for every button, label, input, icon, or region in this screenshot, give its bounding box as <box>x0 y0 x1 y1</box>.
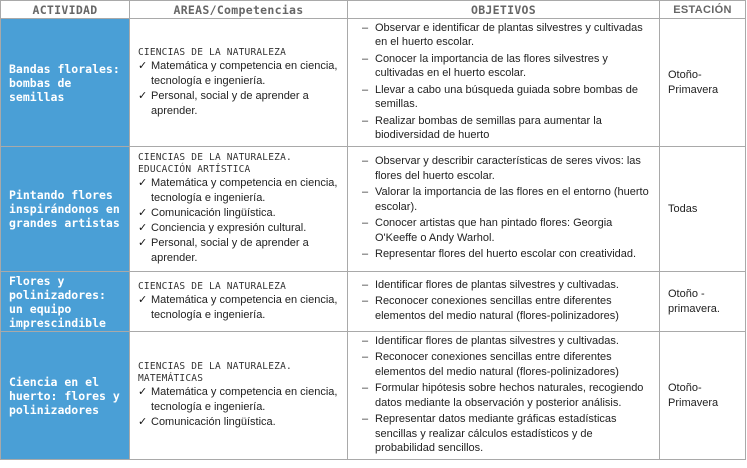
objective-text: Representar flores del huerto escolar con creatividad. <box>375 248 637 261</box>
dash-bullet-icon: – <box>362 21 369 34</box>
objective-item <box>362 83 653 112</box>
competence-text: Personal, social y de aprender a aprender. <box>151 237 309 264</box>
competence-text: Matemática y competencia en ciencia, tecnología e ingeniería. <box>151 386 338 413</box>
objective-text: Formular hipótesis sobre hechos naturales, recogiendo datos mediante la observación y posterior análisis. <box>375 382 644 409</box>
competence-text: Comunicación lingüística. <box>151 416 276 428</box>
competence-item <box>138 206 339 221</box>
area-heading: CIENCIAS DE LA NATURALEZA. <box>138 361 292 372</box>
dash-bullet-icon: – <box>362 217 369 230</box>
objective-item <box>362 52 653 81</box>
competence-text: Comunicación lingüística. <box>151 207 276 219</box>
objectives-cell <box>348 332 660 460</box>
dash-bullet-icon: – <box>362 351 369 363</box>
activity-name: Flores y polinizadores: un equipo imprescindible <box>1 272 130 332</box>
checkmark-icon: ✓ <box>138 386 148 398</box>
competence-item <box>138 89 339 119</box>
competence-item <box>138 59 339 89</box>
activity-name: Pintando flores inspirándonos en grandes artistas <box>1 147 130 272</box>
checkmark-icon: ✓ <box>138 237 148 249</box>
checkmark-icon: ✓ <box>138 89 148 102</box>
objective-text: Identificar flores de plantas silvestres y cultivadas. <box>375 278 619 291</box>
objective-text: Observar y describir características de seres vivos: las flores del huerto escolar. <box>375 155 641 182</box>
header-objetivos: OBJETIVOS <box>348 1 660 19</box>
competence-text: Matemática y competencia en ciencia, tecnología e ingeniería. <box>151 59 338 87</box>
competence-text: Matemática y competencia en ciencia, tecnología e ingeniería. <box>151 293 338 321</box>
table-row <box>1 147 746 272</box>
areas-cell <box>130 332 348 460</box>
objective-text: Conocer la importancia de las flores silvestres y cultivadas en el huerto escolar. <box>375 52 608 79</box>
checkmark-icon: ✓ <box>138 177 148 189</box>
objective-item <box>362 247 653 262</box>
header-actividad: ACTIVIDAD <box>1 1 130 19</box>
area-heading: CIENCIAS DE LA NATURALEZA <box>138 280 286 292</box>
checkmark-icon: ✓ <box>138 222 148 234</box>
objectives-cell <box>348 272 660 332</box>
objective-item <box>362 154 653 183</box>
objective-item <box>362 412 653 456</box>
table-row <box>1 272 746 332</box>
area-heading: EDUCACIÓN ARTÍSTICA <box>138 164 251 175</box>
dash-bullet-icon: – <box>362 248 369 261</box>
season-cell: Todas <box>660 147 746 272</box>
competence-item <box>138 293 339 323</box>
dash-bullet-icon: – <box>362 295 369 308</box>
objective-item <box>362 21 653 50</box>
objective-text: Valorar la importancia de las flores en el entorno (huerto escolar). <box>375 186 649 213</box>
competence-item <box>138 415 339 430</box>
checkmark-icon: ✓ <box>138 59 148 72</box>
areas-cell <box>130 272 348 332</box>
competence-text: Matemática y competencia en ciencia, tecnología e ingeniería. <box>151 177 338 204</box>
header-row <box>1 1 746 19</box>
dash-bullet-icon: – <box>362 382 369 394</box>
objective-text: Reconocer conexiones sencillas entre diferentes elementos del medio natural (flores-polinizadores) <box>375 351 619 378</box>
competence-text: Conciencia y expresión cultural. <box>151 222 307 234</box>
objective-text: Representar datos mediante gráficas estadísticas sencillas y realizar cálculos estadísticos y de probabilidad sencillos. <box>375 413 617 454</box>
dash-bullet-icon: – <box>362 186 369 199</box>
competence-item <box>138 176 339 206</box>
area-heading: CIENCIAS DE LA NATURALEZA. <box>138 152 292 163</box>
area-heading: CIENCIAS DE LA NATURALEZA <box>138 46 286 58</box>
dash-bullet-icon: – <box>362 334 369 347</box>
checkmark-icon: ✓ <box>138 207 148 219</box>
objective-item <box>362 381 653 410</box>
areas-cell <box>130 147 348 272</box>
season-cell: Otoño-Primavera <box>660 19 746 147</box>
areas-cell <box>130 19 348 147</box>
objective-text: Identificar flores de plantas silvestres y cultivadas. <box>375 334 619 347</box>
checkmark-icon: ✓ <box>138 293 148 306</box>
dash-bullet-icon: – <box>362 52 369 65</box>
activity-name: Bandas florales: bombas de semillas <box>1 19 130 147</box>
checkmark-icon: ✓ <box>138 416 148 428</box>
table-row <box>1 19 746 147</box>
objective-text: Llevar a cabo una búsqueda guiada sobre bombas de semillas. <box>375 83 638 110</box>
dash-bullet-icon: – <box>362 413 369 425</box>
objective-item <box>362 114 653 143</box>
objective-text: Realizar bombas de semillas para aumentar la biodiversidad de huerto <box>375 114 602 141</box>
objective-text: Observar e identificar de plantas silvestres y cultivadas en el huerto escolar. <box>375 21 643 48</box>
header-areas: AREAS/Competencias <box>130 1 348 19</box>
dash-bullet-icon: – <box>362 278 369 291</box>
competence-text: Personal, social y de aprender a aprender. <box>151 89 309 117</box>
objective-text: Reconocer conexiones sencillas entre diferentes elementos del medio natural (flores-polinizadores) <box>375 295 619 322</box>
objective-item <box>362 350 653 379</box>
objectives-cell <box>348 19 660 147</box>
header-estacion: ESTACIÓN <box>660 1 746 19</box>
competence-item <box>138 221 339 236</box>
objective-item <box>362 294 653 323</box>
objective-item <box>362 216 653 245</box>
season-cell: Otoño - primavera. <box>660 272 746 332</box>
objective-item <box>362 278 653 293</box>
objective-item <box>362 334 653 349</box>
dash-bullet-icon: – <box>362 114 369 127</box>
season-cell: Otoño-Primavera <box>660 332 746 460</box>
area-heading: MATEMÁTICAS <box>138 373 204 384</box>
dash-bullet-icon: – <box>362 155 369 168</box>
objectives-cell <box>348 147 660 272</box>
objective-item <box>362 185 653 214</box>
dash-bullet-icon: – <box>362 83 369 96</box>
table-row <box>1 332 746 460</box>
competence-item <box>138 385 339 415</box>
activity-name: Ciencia en el huerto: flores y polinizadores <box>1 332 130 460</box>
objective-text: Conocer artistas que han pintado flores: Georgia O'Keeffe o Andy Warhol. <box>375 217 613 244</box>
competence-item <box>138 236 339 266</box>
